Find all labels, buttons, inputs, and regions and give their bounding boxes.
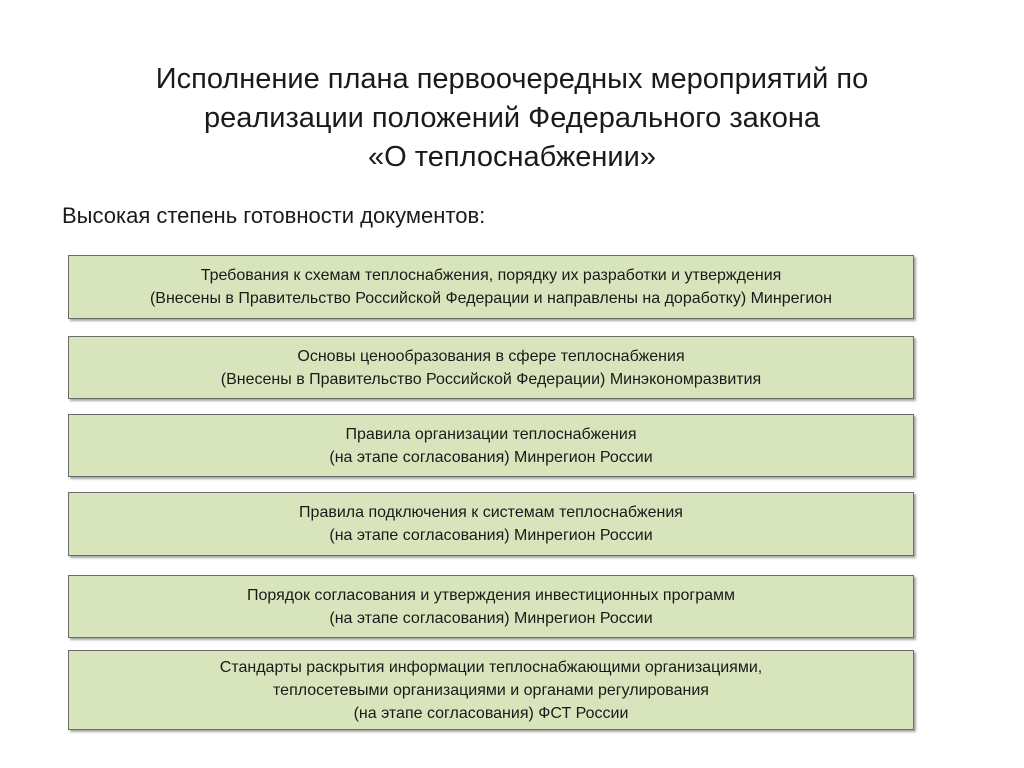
page-title	[60, 60, 964, 177]
document-status: (на этапе согласования) ФСТ России	[353, 704, 629, 722]
title-line-2: реализации положений Федерального закона	[203, 102, 821, 134]
section-subtitle: Высокая степень готовности документов:	[62, 203, 486, 228]
document-status: (на этапе согласования) Минрегион России	[329, 448, 653, 466]
document-box-heat-supply-schemes	[68, 255, 914, 319]
document-status: (на этапе согласования) Минрегион России	[329, 609, 653, 627]
document-status: (на этапе согласования) Минрегион России	[329, 527, 653, 544]
document-title: Порядок согласования и утверждения инвестиционных программ	[246, 586, 736, 604]
document-box-connection-rules	[68, 492, 914, 556]
document-box-disclosure-standards	[68, 650, 914, 730]
document-status: (Внесены в Правительство Российской Федерации) Минэкономразвития	[220, 370, 762, 388]
document-box-investment-programs	[68, 575, 914, 638]
document-box-pricing-basics	[68, 336, 914, 399]
document-box-heat-supply-rules	[68, 414, 914, 477]
document-status: (Внесены в Правительство Российской Федерации и направлены на доработку) Минрегион	[149, 290, 833, 307]
document-title: Правила организации теплоснабжения	[345, 425, 637, 443]
document-title-continued: теплосетевыми организациями и органами регулирования	[273, 681, 709, 699]
document-title: Требования к схемам теплоснабжения, порядку их разработки и утверждения	[200, 267, 782, 284]
title-line-3: «О теплоснабжении»	[368, 141, 656, 173]
document-title: Правила подключения к системам теплоснабжения	[299, 504, 683, 521]
document-title: Основы ценообразования в сфере теплоснабжения	[297, 347, 685, 365]
document-title: Стандарты раскрытия информации теплоснабжающими организациями,	[219, 658, 763, 676]
title-line-1: Исполнение плана первоочередных мероприятий по	[155, 63, 869, 95]
